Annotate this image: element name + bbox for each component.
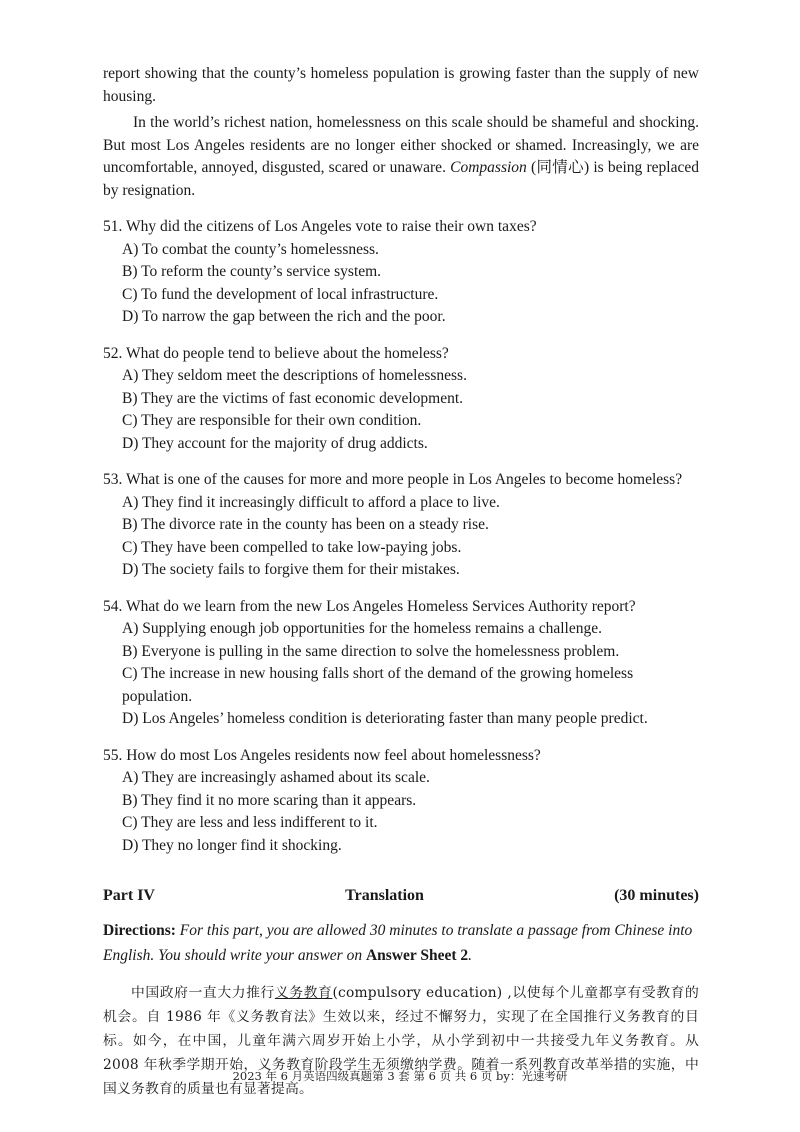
- directions-label: Directions:: [103, 922, 176, 939]
- passage-paragraph-2: [103, 112, 699, 202]
- question-option: B) They find it no more scaring than it appears.: [122, 791, 417, 809]
- question-stem: 54. What do we learn from the new Los Angeles Homeless Services Authority report?: [103, 597, 636, 615]
- question-option: C) To fund the development of local infrastructure.: [122, 285, 439, 303]
- question-list: [103, 216, 699, 857]
- question-option: B) They are the victims of fast economic development.: [122, 389, 464, 407]
- answer-sheet-ref: Answer Sheet 2: [365, 947, 469, 964]
- passage-text: (同情心) is being replaced by resignation.: [103, 159, 699, 199]
- page-content: [103, 63, 699, 1101]
- question-55: [103, 745, 699, 858]
- question-option: A) They are increasingly ashamed about its scale.: [122, 769, 430, 786]
- question-51: [103, 216, 699, 329]
- question-53: [103, 469, 699, 582]
- question-option: C) They are responsible for their own condition.: [122, 412, 422, 429]
- question-stem: 53. What is one of the causes for more and more people in Los Angeles to become homeless?: [103, 471, 683, 488]
- question-option: D) To narrow the gap between the rich and the poor.: [122, 308, 446, 325]
- part-header: [103, 885, 699, 907]
- page-footer: 2023 年 6 月英语四级真题第 3 套 第 6 页 共 6 页 by：光速考研: [232, 1069, 568, 1083]
- part-label: Part IV: [103, 887, 155, 904]
- passage-term-compassion: Compassion: [450, 159, 527, 176]
- question-option: C) They have been compelled to take low-paying jobs.: [122, 538, 462, 556]
- cn-text: (compulsory education) ,以使每个儿童都享有受教育的机会。自 1986 年《义务教育法》生效以来，经过不懈努力，实现了在全国推行义务教育的目标。如今，在中国，儿童年满六周岁开始上小学，从小学到初中一共接受九年义务教育。从 2008 年秋季学期开始，义务教育阶段学生无须缴纳学费。随着一系列教育改革举措的实施，中国义务教育的质量也有显著提高。: [103, 985, 699, 1097]
- passage-paragraph-1: report showing that the county’s homeless population is growing faster than the supply of new housing.: [103, 65, 699, 105]
- question-option: D) The society fails to forgive them for their mistakes.: [122, 561, 460, 578]
- question-52: [103, 343, 699, 456]
- question-option: C) They are less and less indifferent to it.: [122, 814, 378, 831]
- question-option: A) Supplying enough job opportunities for the homeless remains a challenge.: [122, 620, 602, 637]
- question-option: B) Everyone is pulling in the same direction to solve the homelessness problem.: [122, 642, 620, 660]
- part-time: (30 minutes): [614, 887, 699, 904]
- directions-text: [103, 922, 692, 964]
- cn-underlined-term: 义务教育: [274, 985, 333, 1001]
- directions-end: .: [468, 947, 473, 964]
- question-option: C) The increase in new housing falls short of the demand of the growing homeless population.: [122, 665, 634, 705]
- question-option: D) They no longer find it shocking.: [122, 836, 342, 854]
- question-option: B) The divorce rate in the county has been on a steady rise.: [122, 516, 489, 533]
- question-option: D) Los Angeles’ homeless condition is deteriorating faster than many people predict.: [122, 710, 648, 727]
- question-stem: 51. Why did the citizens of Los Angeles vote to raise their own taxes?: [103, 218, 537, 235]
- question-stem: 55. How do most Los Angeles residents now feel about homelessness?: [103, 746, 541, 764]
- question-option: A) To combat the county’s homelessness.: [122, 240, 379, 258]
- directions-body: For this part, you are allowed 30 minutes to translate a passage from Chinese into English. You should write your answer on: [103, 922, 693, 964]
- directions: [103, 918, 699, 968]
- question-option: A) They seldom meet the descriptions of homelessness.: [122, 367, 467, 384]
- part-title: Translation: [345, 887, 424, 904]
- cn-text: 中国政府一直大力推行: [131, 985, 275, 1001]
- question-54: [103, 596, 699, 731]
- question-option: D) They account for the majority of drug addicts.: [122, 434, 428, 452]
- question-option: B) To reform the county’s service system.: [122, 263, 382, 280]
- question-stem: 52. What do people tend to believe about the homeless?: [103, 344, 449, 362]
- question-option: A) They find it increasingly difficult to afford a place to live.: [122, 493, 500, 511]
- passage-text: In the world’s richest nation, homelessness on this scale should be shameful and shocking. But most Los Angeles residents are no longer either shocked or shamed. Increasingly, we are uncomfortable, annoyed, disgusted, scared or unaware.: [103, 114, 699, 176]
